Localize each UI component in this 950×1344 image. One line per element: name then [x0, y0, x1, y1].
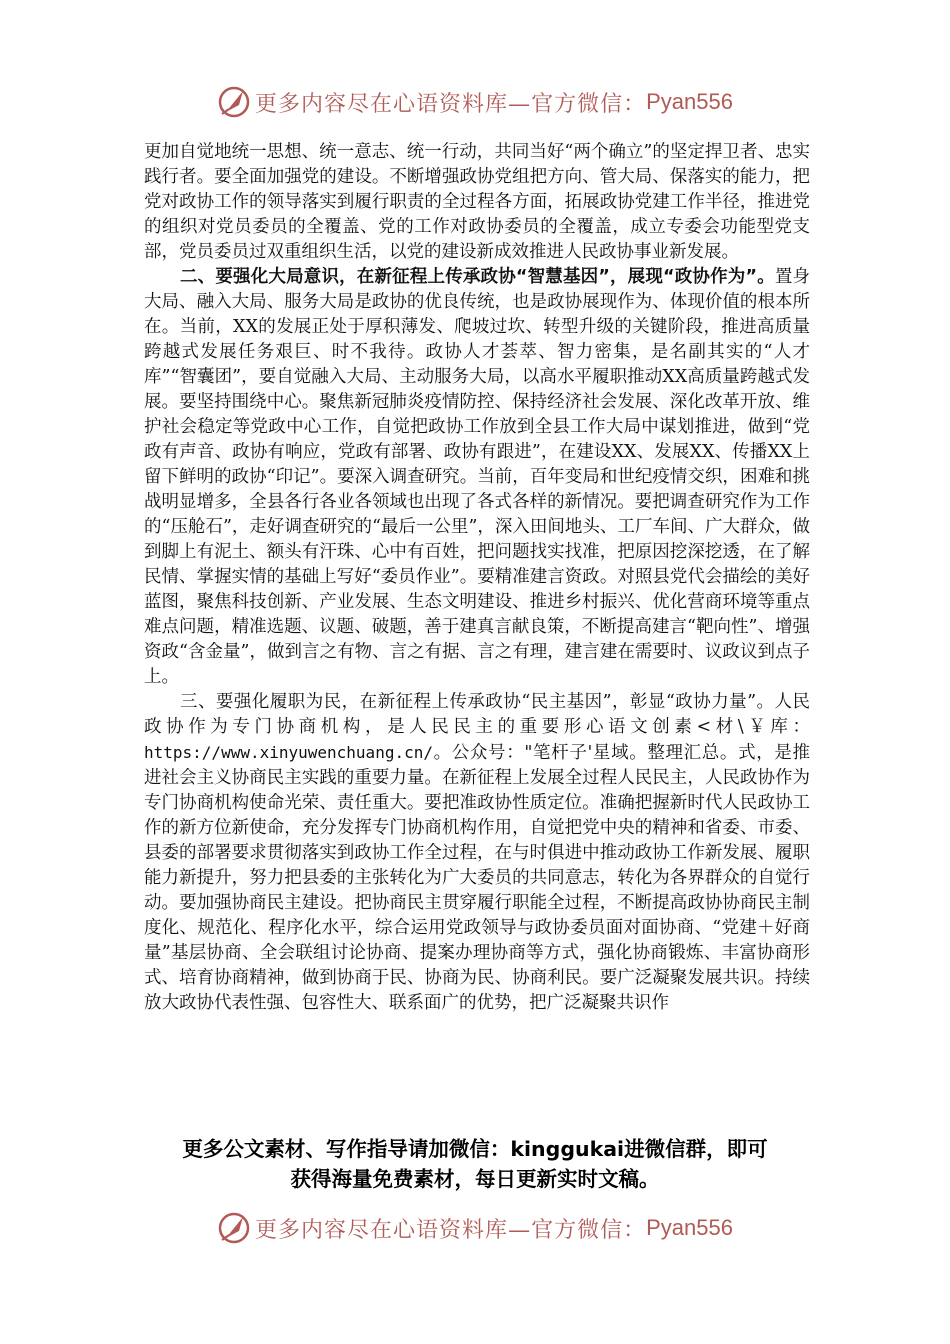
section-3-lead: 三、要强化履职为民，在新征程上传承政协“民主基因”，彰显“政协力量”。人民政协作为专门协商机构，是人民民主的重要形心语文创素<材\￥库：: [144, 692, 810, 737]
promo-line-2: 获得海量免费素材，每日更新实时文稿。: [290, 1167, 660, 1191]
header-watermark-banner: [0, 82, 950, 122]
promo-line-1: 更多公文素材、写作指导请加微信：kinggukai进微信群，即可: [182, 1137, 768, 1161]
quill-logo-icon: [217, 85, 251, 119]
contact-label: —官方微信：: [508, 91, 647, 117]
footer-watermark-banner: [0, 1208, 950, 1248]
promo-notice: [140, 1134, 810, 1194]
paragraph-1: 更加自觉地统一思想、统一意志、统一行动，共同当好“两个确立”的坚定捍卫者、忠实践行者。要全面加强党的建设。不断增强政协党组把方向、管大局、保落实的能力，把党对政协工作的领导落实到履行职责的全过程各方面，拓展政协党建工作半径，推进党的组织对党员委员的全覆盖、党的工作对政协委员的全覆盖，成立专委会功能型党支部，党员委员过双重组织生活，以党的建设新成效推进人民政协事业新发展。: [144, 142, 810, 262]
wechat-id: Pyan556: [646, 89, 733, 114]
paragraph-3: [144, 690, 810, 1016]
section-3-text: 。公众号："笔杆子'星域。整理汇总。式，是推进社会主义协商民主实践的重要力量。在新征程上发展全过程人民民主，人民政协作为专门协商机构使命光荣、责任重大。要把准政协性质定位。准确把握新时代人民政协工作的新方位新使命，充分发挥专门协商机构作用，自觉把党中央的精神和省委、市委、县委的部署要求贯彻落实到政协工作全过程，在与时俱进中推动政协工作新发展、履职能力新提升，努力把县委的主张转化为广大委员的共同意志，转化为各界群众的自觉行动。要加强协商民主建设。把协商民主贯穿履行职能全过程，不断提高政协协商民主制度化、规范化、程序化水平，综合运用党政领导与政协委员面对面协商、“党建＋好商量”基层协商、全会联组讨论协商、提案办理协商等方式，强化协商锻炼、丰富协商形式、培育协商精神，做到协商于民、协商为民、协商利民。要广泛凝聚发展共识。持续放大政协代表性强、包容性大、联系面广的优势，把广泛凝聚共识作: [144, 743, 810, 1013]
brand-name: 更多内容尽在心语资料库: [255, 91, 509, 117]
document-body: [144, 140, 810, 1016]
website-link[interactable]: https://www.xinyuwenchuang.cn/: [144, 743, 433, 762]
contact-label: —官方微信：: [508, 1217, 647, 1243]
section-2-text: 置身大局、融入大局、服务大局是政协的优良传统，也是政协展现作为、体现价值的根本所在。当前，XX的发展正处于厚积薄发、爬坡过坎、转型升级的关键阶段，推进高质量跨越式发展任务艰巨、时不我待。政协人才荟萃、智力密集，是名副其实的“人才库”“智囊团”，要自觉融入大局、主动服务大局，以高水平履职推动XX高质量跨越式发展。要坚持围绕中心。聚焦新冠肺炎疫情防控、保持经济社会发展、深化改革开放、维护社会稳定等党政中心工作，自觉把政协工作放到全县工作大局中谋划推进，做到“党政有声音、政协有响应，党政有部署、政协有跟进”，在建设XX、发展XX、传播XX上留下鲜明的政协“印记”。要深入调查研究。当前，百年变局和世纪疫情交织，困难和挑战明显增多，全县各行各业各领域也出现了各式各样的新情况。要把调查研究作为工作的“压舱石”，走好调查研究的“最后一公里”，深入田间地头、工厂车间、广大群众，做到脚上有泥土、额头有汗珠、心中有百姓，把问题找实找准，把原因挖深挖透，在了解民情、掌握实情的基础上写好“委员作业”。要精准建言资政。对照县党代会描绘的美好蓝图，聚焦科技创新、产业发展、生态文明建设、推进乡村振兴、优化营商环境等重点难点问题，精准选题、议题、破题，善于建真言献良策，不断提高建言“靶向性”、增强资政“含金量”，做到言之有物、言之有据、言之有理，建言建在需要时、议政议到点子上。: [144, 267, 810, 687]
wechat-id: Pyan556: [646, 1215, 733, 1240]
section-2-heading: 二、要强化大局意识，在新征程上传承政协“智慧基因”，展现“政协作为”。: [180, 267, 775, 287]
paragraph-2: [144, 265, 810, 690]
brand-name: 更多内容尽在心语资料库: [255, 1217, 509, 1243]
quill-logo-icon: [217, 1211, 251, 1245]
